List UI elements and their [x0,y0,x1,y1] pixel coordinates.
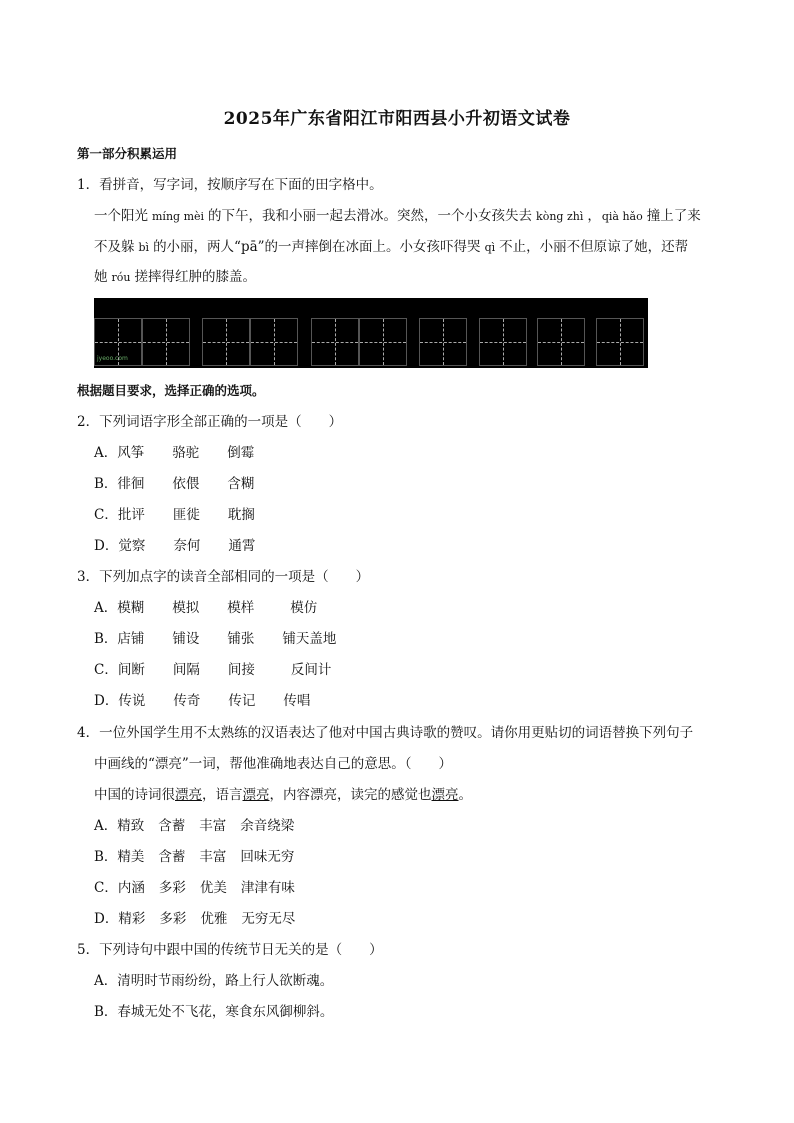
q5-option-b[interactable]: B．春城无处不飞花，寒食东风御柳斜。 [94,1004,334,1020]
option-word: 传记 [228,693,256,709]
option-word: 无穷无尽 [241,911,296,927]
option-word: 传唱 [283,693,311,709]
grid-word-5[interactable] [479,318,527,366]
q1-paragraph-line-3 [94,268,256,287]
grid-cell[interactable] [596,318,644,366]
q1-text: 不及躲 [94,239,135,255]
q3-stem: 3．下列加点字的读音全部相同的一项是（ ） [77,569,370,585]
option-word: C．批评 [94,507,145,523]
option-word: D．传说 [94,693,146,709]
q2-option-d[interactable] [94,537,255,555]
option-word: D．觉察 [94,538,146,554]
option-word: B．店铺 [94,631,145,647]
answer-grid [94,298,648,368]
pinyin: míng mèi [152,210,205,223]
sentence-text: 。 [458,787,472,803]
grid-word-6[interactable] [537,318,585,366]
option-word: 间隔 [172,662,200,678]
option-word: 模样 [227,600,255,616]
q1-text: 一个阳光 [94,208,148,224]
pinyin: bì [138,241,150,254]
q1-paragraph-line-2 [94,238,688,257]
option-word: 铺天盖地 [282,631,337,647]
option-word: 多彩 [158,880,186,896]
option-word: 奈何 [173,538,201,554]
q1-text: 撞上了来 [646,208,701,224]
sentence-text: ，内容漂亮，读完的感觉也 [269,787,432,803]
pinyin: qì [484,241,496,254]
grid-cell[interactable] [142,318,190,366]
option-word: 津津有味 [240,880,295,896]
grid-word-3[interactable] [311,318,407,366]
underlined-word: 漂亮 [431,787,459,803]
grid-cell[interactable] [250,318,298,366]
option-word: 耽搁 [227,507,255,523]
option-word: 余音绕梁 [240,818,295,834]
q4-option-c[interactable] [94,879,295,897]
option-word: A．模糊 [94,600,145,616]
option-word: A．精致 [94,818,145,834]
option-word: 间接 [227,662,255,678]
q2-option-a[interactable] [94,444,254,462]
exam-title: 2025年广东省阳江市阳西县小升初语文试卷 [223,109,571,129]
underlined-word: 漂亮 [242,787,270,803]
option-word: 丰富 [199,818,227,834]
option-word: 优美 [199,880,227,896]
grid-word-1[interactable] [94,318,190,366]
option-word: B．徘徊 [94,476,145,492]
option-word: D．精彩 [94,911,146,927]
option-word: 多彩 [159,911,187,927]
grid-cell[interactable] [311,318,359,366]
option-word: 传奇 [173,693,201,709]
q3-option-a[interactable] [94,599,317,617]
underlined-word: 漂亮 [175,787,202,803]
q1-text: 的下午，我和小丽一起去滑冰。突然，一个小女孩失去 [208,208,533,224]
grid-word-7[interactable] [596,318,644,366]
option-word: 含蓄 [158,849,186,865]
sentence-text: 中国的诗词很 [94,787,175,803]
option-word: 反间计 [290,662,332,678]
grid-cell[interactable] [419,318,467,366]
grid-cell[interactable] [94,318,142,366]
q2-stem: 2．下列词语字形全部正确的一项是（ ） [77,414,343,430]
option-word: 倒霉 [227,445,255,461]
option-word: 铺设 [172,631,200,647]
q1-stem: 1．看拼音，写字词，按顺序写在下面的田字格中。 [77,177,383,193]
q1-text: 搓摔得红肿的膝盖。 [134,269,256,285]
q4-option-a[interactable] [94,817,294,835]
q1-text: 的小丽，两人“pā”的一声摔倒在冰面上。小女孩吓得哭 [153,239,481,255]
q4-option-d[interactable] [94,910,295,928]
grid-cell[interactable] [359,318,407,366]
q1-text: 不止，小丽不但原谅了她，还帮 [499,239,689,255]
option-word: B．精美 [94,849,145,865]
q3-option-d[interactable] [94,692,310,710]
pinyin: kòng zhì [536,210,584,223]
q2-option-c[interactable] [94,506,255,524]
option-word: 优雅 [200,911,228,927]
option-word: 依偎 [172,476,200,492]
grid-cell[interactable] [537,318,585,366]
grid-word-4[interactable] [419,318,467,366]
grid-cell[interactable] [202,318,250,366]
q4-option-b[interactable] [94,848,294,866]
option-word: 模仿 [290,600,318,616]
q4-stem-line-1: 4．一位外国学生用不太熟练的汉语表达了他对中国古典诗歌的赞叹。请你用更贴切的词语替换下列句子 [77,725,694,741]
grid-watermark: jyeoo.com [97,355,128,362]
option-word: 含蓄 [158,818,186,834]
option-word: 含糊 [227,476,255,492]
pinyin: róu [111,271,131,284]
grid-cell[interactable] [479,318,527,366]
option-word: C．间断 [94,662,145,678]
q4-stem-line-2: 中画线的“漂亮”一词，帮他准确地表达自己的意思。（ ） [94,756,453,772]
option-word: 回味无穷 [240,849,295,865]
option-word: 骆驼 [172,445,200,461]
grid-word-2[interactable] [202,318,298,366]
option-word: A．风筝 [94,445,145,461]
sentence-text: ，语言 [202,787,243,803]
q2-option-b[interactable] [94,475,254,493]
option-word: 丰富 [199,849,227,865]
q5-stem: 5．下列诗句中跟中国的传统节日无关的是（ ） [77,942,383,958]
option-word: 模拟 [172,600,200,616]
instruction: 根据题目要求，选择正确的选项。 [77,383,265,398]
q3-option-b[interactable] [94,630,336,648]
part1-heading: 第一部分积累运用 [77,146,178,161]
option-word: 通霄 [228,538,256,554]
q1-paragraph-line-1: 一个阳光 míng mèi 的下午，我和小丽一起去滑冰。突然，一个小女孩失去 kòng zhì ，qià hǎo 撞上了来 [94,208,701,224]
q4-sentence [94,786,472,804]
q1-text: 她 [94,269,108,285]
q3-option-c[interactable] [94,661,331,679]
pinyin: qià hǎo [601,210,643,223]
option-word: C．内涵 [94,880,145,896]
option-word: 匪徙 [172,507,200,523]
option-word: 铺张 [227,631,255,647]
q5-option-a[interactable]: A．清明时节雨纷纷，路上行人欲断魂。 [94,973,334,989]
